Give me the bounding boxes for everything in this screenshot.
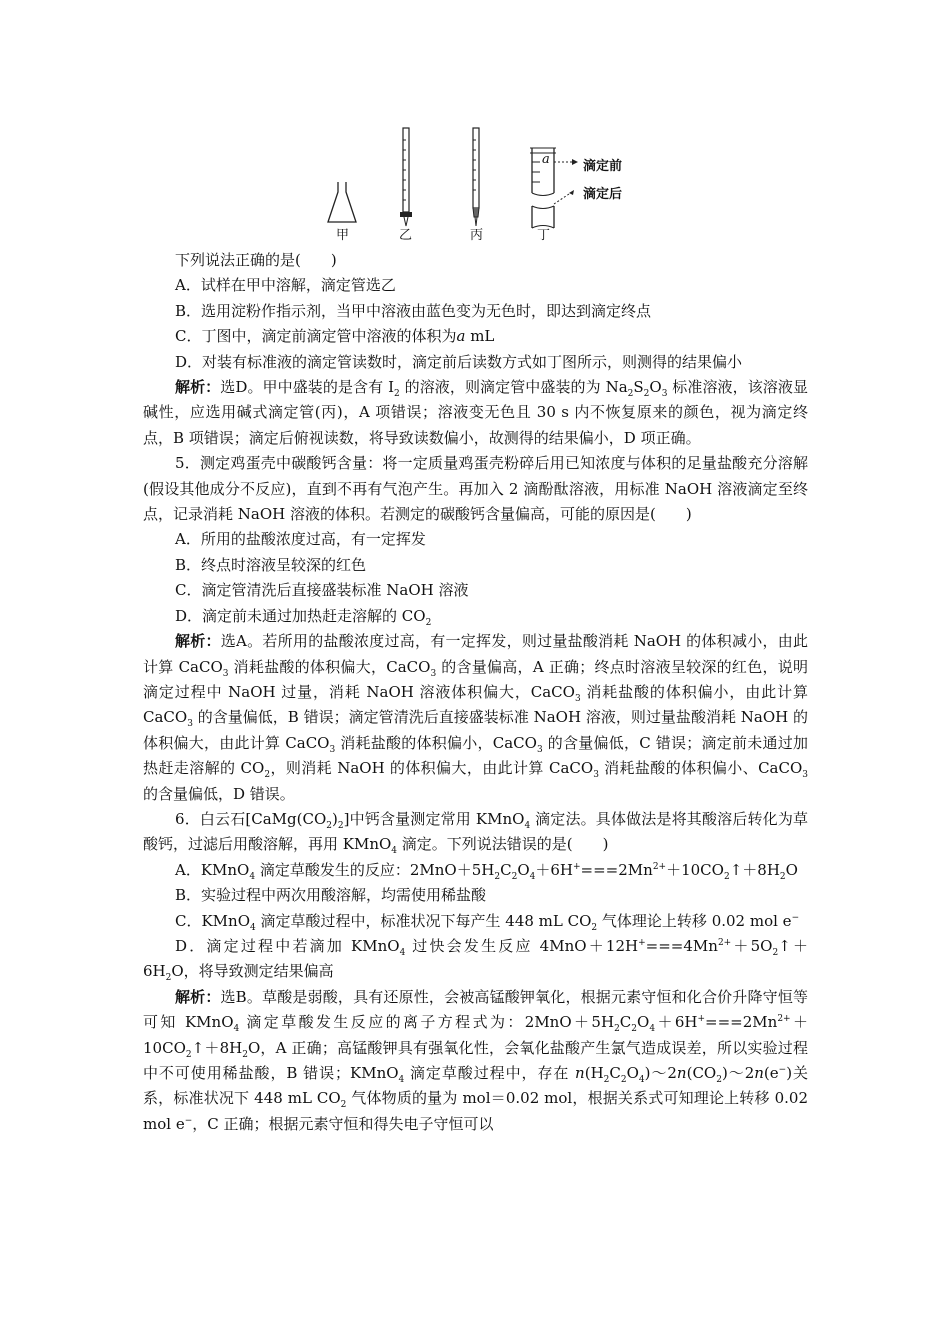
acid-burette (400, 128, 412, 226)
before-titration-label: 滴定前 (583, 159, 623, 174)
q4-option-c: C．丁图中，滴定前滴定管中溶液的体积为a mL (175, 327, 495, 346)
q6-stem: 6．白云石$[CaMg(CO_2)_2]$中钙含量测定常用 KMnO$_4$ 滴定法。具体做法是将其酸溶后转化为草酸钙，过滤后用酸溶解，再用 KMnO$_4$ 滴定。下列说法错误的是( ) (143, 809, 808, 857)
q4-solution: 解析：选D。甲中盛装的是含有 $I_2$ 的溶液，则滴定管中盛装的为 $Na_2S_2O_3$ 标准溶液，该溶液显碱性，应选用碱式滴定管(丙)，A 项错误；溶液变无色且 30 s 内不恢复原来的颜色，视为滴定终点，B 项错误；滴定后俯视读数，将导致读数偏小，故测得的结果偏小，D 项正确。 (143, 378, 808, 447)
q5-stem: 5．测定鸡蛋壳中碳酸钙含量：将一定质量鸡蛋壳粉碎后用已知浓度与体积的足量盐酸充分溶解(假设其他成分不反应)，直到不再有气泡产生。再加入 2 滴酚酞溶液，用标准 NaOH 溶液滴定至终点，记录消耗 NaOH 溶液的体积。若测定的碳酸钙含量偏高，可能的原因是( ) (143, 454, 808, 524)
base-burette (473, 128, 479, 226)
q4-option-a: A．试样在甲中溶解，滴定管选乙 (175, 276, 396, 295)
label-jia: 甲 (336, 228, 350, 243)
q6-option-d: D．滴定过程中若滴加 KMnO$_4$ 过快会发生反应 $4MnO+12H^+===4Mn^{2+}+5O_2↑+6H_2O$，将导致测定结果偏高 (143, 936, 808, 984)
label-bing: 丙 (470, 228, 484, 243)
apparatus-drawing (320, 120, 650, 242)
q5-solution: 解析：选A。若所用的盐酸浓度过高，有一定挥发，则过量盐酸消耗 NaOH 的体积减小，由此计算 CaCO$_3$ 消耗盐酸的体积偏大，CaCO$_3$ 的含量偏高，A 正确；终点时溶液呈较深的红色，说明滴定过程中 NaOH 过量，消耗 NaOH 溶液体积偏大，CaCO$_3$ 消耗盐酸的体积偏小，由此计算 CaCO$_3$ 的含量偏低，B 错误；滴定管清洗后直接盛装标准 NaOH 溶液，则过量盐酸消耗 NaOH 的体积偏大，由此计算 CaCO$_3$ 消耗盐酸的体积偏小，CaCO$_3$ 的含量偏低，C 错误；滴定前未通过加热赶走溶解的 $CO_2$，则消耗 NaOH 的体积偏大，由此计算 CaCO$_3$ 消耗盐酸的体积偏小、CaCO$_3$ 的含量偏低，D 错误。 (143, 632, 809, 803)
q4-stem: 下列说法正确的是( ) (175, 251, 337, 269)
q5-option-a: A．所用的盐酸浓度过高，有一定挥发 (175, 530, 426, 549)
conical-flask (328, 182, 356, 222)
q6-solution: 解析：选B。草酸是弱酸，具有还原性，会被高锰酸钾氧化，根据元素守恒和化合价升降守恒等可知 KMnO$_4$ 滴定草酸发生反应的离子方程式为：$2MnO+5H_2C_2O_4+6H^+===2Mn^{2+}+10CO_2↑+8H_2O$，A 正确；高锰酸钾具有强氧化性，会氧化盐酸产生氯气造成误差，所以实验过程中不可使用稀盐酸，B 错误；KMnO$_4$ 滴定草酸过程中，存在 $n(H_2C_2O_4)\sim 2n(CO_2)\sim 2n(e^-)$关系，标准状况下 448 mL $CO_2$ 气体物质的量为 mol＝0.02 mol，根据关系式可知理论上转移 0.02 mol e−，C 正确；根据元素守恒和得失电子守恒可以 (143, 987, 808, 1133)
q5-option-d: D．滴定前未通过加热赶走溶解的 $CO_2$ (175, 606, 432, 628)
q5-option-b: B．终点时溶液呈较深的红色 (175, 555, 367, 574)
q6-option-c: C．KMnO$_4$ 滴定草酸过程中，标准状况下每产生 448 mL $CO_2$ 气体理论上转移 0.02 mol e− (175, 911, 800, 933)
q5-option-c: C．滴定管清洗后直接盛装标准 NaOH 溶液 (175, 581, 469, 600)
after-titration-label: 滴定后 (583, 187, 623, 202)
q4-option-b: B．选用淀粉作指示剂，当甲中溶液由蓝色变为无色时，即达到滴定终点 (175, 301, 652, 320)
burette-mark-a: a (542, 152, 550, 167)
label-ding: 丁 (537, 228, 551, 243)
document-body (143, 248, 808, 1137)
label-yi: 乙 (399, 228, 413, 243)
q6-option-a: A．KMnO$_4$ 滴定草酸发生的反应：$2MnO+5H_2C_2O_4+6H^+===2Mn^{2+}+10CO_2↑+8H_2O$ (175, 860, 798, 882)
q4-option-d: D．对装有标准液的滴定管读数时，滴定前后读数方式如丁图所示，则测得的结果偏小 (175, 352, 743, 371)
reading-diagram (530, 148, 578, 228)
q6-option-b: B．实验过程中两次用酸溶解，均需使用稀盐酸 (175, 886, 487, 905)
titration-apparatus-figure (320, 120, 650, 242)
